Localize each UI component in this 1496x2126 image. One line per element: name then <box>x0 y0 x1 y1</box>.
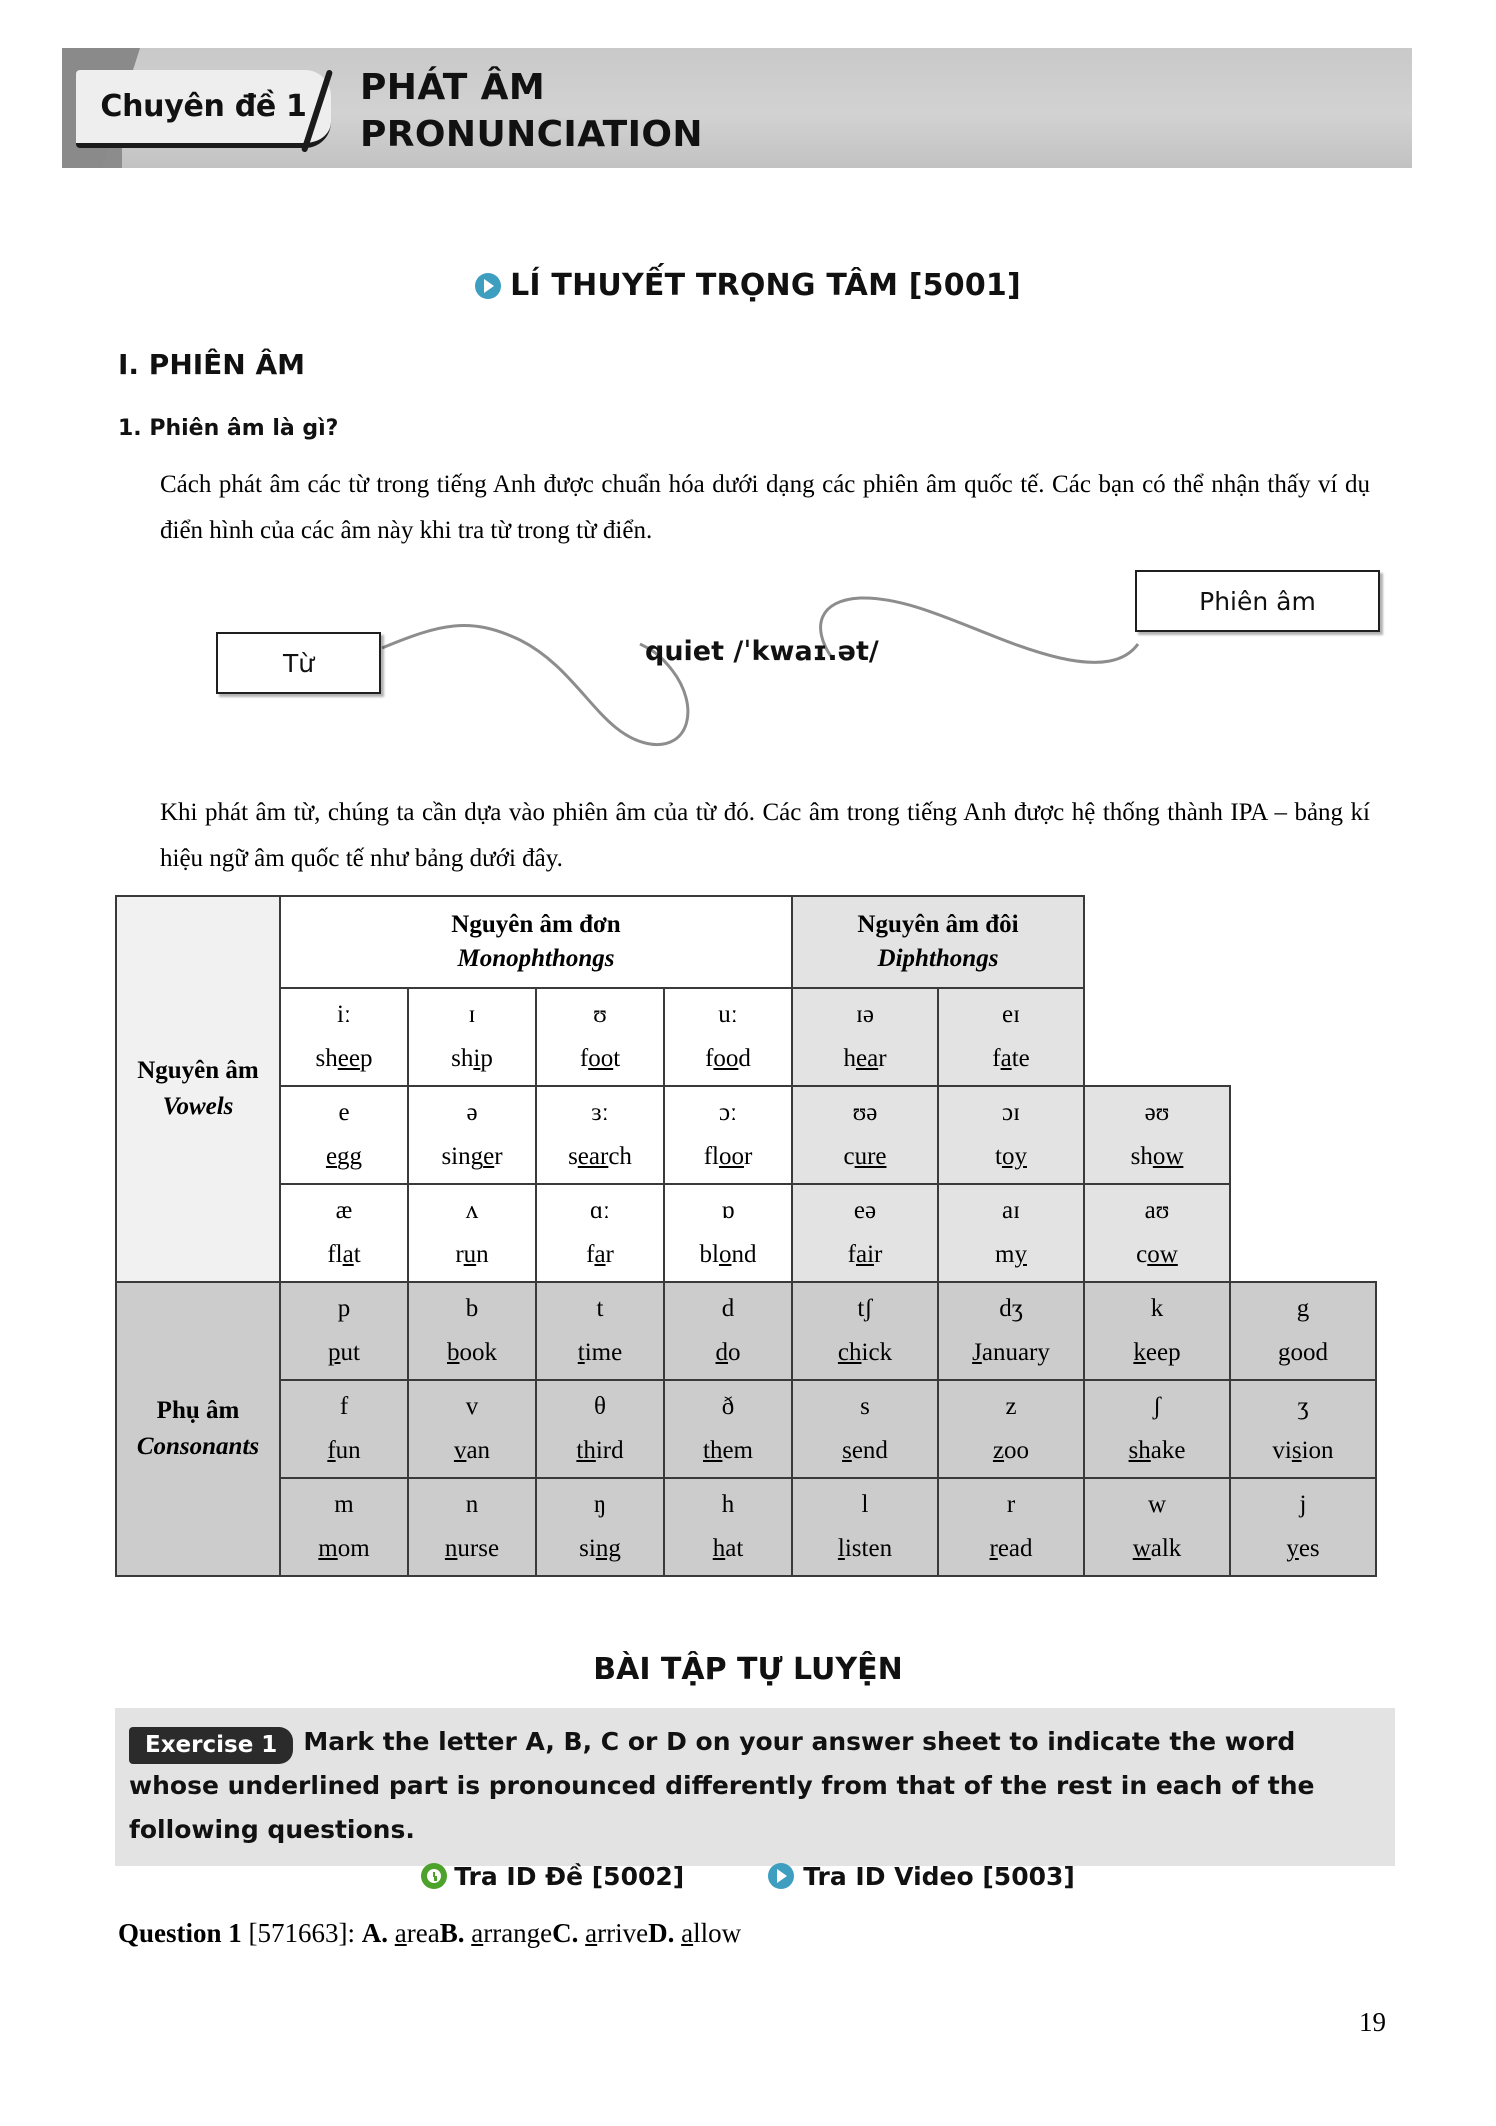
ipa-example-word: time <box>577 1339 623 1366</box>
ipa-example-word: far <box>586 1241 614 1268</box>
chapter-chip-label: Chuyên đề 1 <box>100 89 307 124</box>
question-option-word: arrange <box>471 1918 553 1948</box>
ipa-example-word: search <box>568 1143 632 1170</box>
ipa-symbol: n <box>465 1491 479 1518</box>
table-row <box>116 1380 1376 1478</box>
table-row <box>116 1282 1376 1380</box>
ipa-symbol: b <box>465 1295 479 1322</box>
group-header-diphthongs-en: Diphthongs <box>877 945 999 972</box>
ipa-example-word: my <box>995 1241 1027 1268</box>
ipa-cell <box>280 1184 408 1282</box>
ipa-example-word: hear <box>843 1045 887 1072</box>
ipa-symbol: h <box>721 1491 735 1518</box>
ipa-example-word: nurse <box>444 1535 500 1562</box>
subsection-heading-phien-am-la-gi: 1. Phiên âm là gì? <box>118 416 339 441</box>
ipa-cell <box>792 1478 938 1576</box>
question-option-letter: B. <box>439 1918 465 1948</box>
ipa-cell <box>938 988 1084 1086</box>
ipa-example-word: vision <box>1272 1437 1334 1464</box>
practice-section-title: BÀI TẬP TỰ LUYỆN <box>593 1652 903 1687</box>
ipa-example-word: blond <box>699 1241 757 1268</box>
ipa-example-word: shake <box>1128 1437 1186 1464</box>
ipa-example-word: sing <box>579 1535 621 1562</box>
table-row <box>116 1478 1376 1576</box>
ipa-cell <box>408 1086 536 1184</box>
ipa-example-word: singer <box>441 1143 503 1170</box>
ipa-symbol: j <box>1299 1491 1307 1518</box>
ipa-example-word: January <box>972 1339 1050 1366</box>
link-video-id-label: Tra ID Video [5003] <box>803 1862 1075 1891</box>
exercise-instruction-band <box>115 1708 1395 1866</box>
ipa-symbol: ð <box>721 1393 735 1420</box>
ipa-symbol: eɪ <box>1001 1001 1021 1028</box>
ipa-example-word: fun <box>327 1437 361 1464</box>
ipa-symbol: m <box>334 1491 354 1518</box>
diagram-box-transcription <box>1135 570 1380 632</box>
ipa-example-word: van <box>453 1437 491 1464</box>
table-row <box>116 1184 1376 1282</box>
ipa-cell <box>536 988 664 1086</box>
ipa-cell <box>1084 1086 1230 1184</box>
diagram-box-word <box>216 632 381 694</box>
ipa-example-word: them <box>703 1437 753 1464</box>
ipa-cell <box>408 1282 536 1380</box>
exercise-badge: Exercise 1 <box>129 1727 293 1764</box>
ipa-symbol: ɒ <box>721 1197 735 1224</box>
question-option[interactable] <box>440 1918 552 1949</box>
ipa-symbol: ɜː <box>591 1099 609 1126</box>
ipa-example-word: zoo <box>992 1437 1030 1464</box>
ipa-symbol: g <box>1296 1295 1310 1322</box>
ipa-example-word: send <box>842 1437 888 1464</box>
ipa-symbol: l <box>861 1491 869 1518</box>
ipa-cell <box>408 1380 536 1478</box>
ipa-table <box>115 895 1377 1577</box>
ipa-symbol: ɔː <box>718 1099 738 1126</box>
ipa-cell <box>1084 1282 1230 1380</box>
group-header-monophthongs <box>280 896 792 988</box>
ipa-symbol: v <box>465 1393 479 1420</box>
ipa-symbol: r <box>1006 1491 1016 1518</box>
ipa-cell <box>536 1478 664 1576</box>
table-row <box>116 988 1376 1086</box>
ipa-cell <box>280 988 408 1086</box>
ipa-example-word: floor <box>703 1143 753 1170</box>
resource-id-links <box>0 1862 1496 1891</box>
ipa-symbol: əʊ <box>1144 1099 1170 1126</box>
ipa-example-word: put <box>328 1339 360 1366</box>
ipa-example-word: good <box>1278 1339 1328 1366</box>
page-header-banner <box>62 48 1412 168</box>
ipa-symbol: ɔɪ <box>1001 1099 1021 1126</box>
ipa-symbol: ʃ <box>1152 1393 1162 1420</box>
ipa-example-word: sheep <box>315 1045 373 1072</box>
theory-section-title <box>0 268 1496 303</box>
ipa-cell <box>664 988 792 1086</box>
ipa-cell <box>280 1282 408 1380</box>
question-option[interactable] <box>552 1918 648 1949</box>
ipa-example-word: read <box>989 1535 1033 1562</box>
ipa-cell <box>280 1380 408 1478</box>
ipa-symbol: d <box>721 1295 735 1322</box>
ipa-cell <box>280 1086 408 1184</box>
ipa-symbol: iː <box>337 1001 351 1028</box>
ipa-example-word: book <box>447 1339 497 1366</box>
ipa-cell <box>792 1380 938 1478</box>
row-label-consonants-en: Consonants <box>136 1433 260 1460</box>
ipa-symbol: z <box>1005 1393 1017 1420</box>
ipa-example-word: cure <box>843 1143 887 1170</box>
ipa-cell <box>536 1282 664 1380</box>
question-option[interactable] <box>362 1918 440 1949</box>
ipa-symbol: ɪ <box>468 1001 476 1028</box>
row-label-consonants-vi: Phụ âm <box>156 1397 240 1424</box>
ipa-example-word: yes <box>1286 1535 1320 1562</box>
ipa-example-word: food <box>705 1045 751 1072</box>
row-label-vowels <box>116 896 280 1282</box>
ipa-symbol: k <box>1150 1295 1164 1322</box>
question-option-word: area <box>394 1918 440 1948</box>
play-circle-icon <box>475 273 501 299</box>
ipa-cell <box>1230 1380 1376 1478</box>
ipa-symbol: p <box>337 1295 351 1322</box>
link-exam-id-label: Tra ID Đề [5002] <box>454 1862 685 1891</box>
table-spacer-cell <box>1084 988 1230 1086</box>
ipa-symbol: θ <box>594 1393 606 1420</box>
ipa-cell <box>1084 1184 1230 1282</box>
ipa-example-word: foot <box>579 1045 621 1072</box>
ipa-example-word: egg <box>325 1143 363 1170</box>
table-header-row <box>116 896 1376 988</box>
diagram-example-word: quiet /ˈkwaɪ.ət/ <box>645 636 879 667</box>
row-label-vowels-vi: Nguyên âm <box>137 1057 259 1084</box>
ipa-example-word: fair <box>847 1241 883 1268</box>
question-row <box>118 1918 1398 1949</box>
ipa-cell <box>408 1478 536 1576</box>
ipa-cell <box>1084 1478 1230 1576</box>
group-header-diphthongs <box>792 896 1084 988</box>
page-number: 19 <box>1359 2007 1386 2037</box>
group-header-diphthongs-vi: Nguyên âm đôi <box>857 911 1019 938</box>
ipa-symbol: tʃ <box>857 1295 873 1322</box>
ipa-cell <box>408 1184 536 1282</box>
paragraph-definition: Cách phát âm các từ trong tiếng Anh được chuẩn hóa dưới dạng các phiên âm quốc tế. Các bạn có thể nhận thấy ví dụ điển hình của các âm này khi tra từ trong từ điển. <box>160 471 1370 544</box>
ipa-cell <box>1230 1478 1376 1576</box>
table-spacer-cell <box>1084 896 1376 988</box>
ipa-example-word: hat <box>712 1535 744 1562</box>
ipa-example-word: toy <box>995 1143 1027 1170</box>
question-option-letter: D. <box>648 1918 675 1948</box>
diagram-box-transcription-label: Phiên âm <box>1199 586 1316 616</box>
link-exam-id[interactable] <box>421 1862 684 1891</box>
ipa-cell <box>1230 1282 1376 1380</box>
ipa-cell <box>664 1184 792 1282</box>
clock-icon <box>421 1863 447 1889</box>
exercise-instruction-text: Mark the letter A, B, C or D on your answer sheet to indicate the word whose underlined part is pronounced differently from that of the rest in each of the following questions. <box>129 1727 1315 1844</box>
ipa-symbol: ɪə <box>855 1001 875 1028</box>
ipa-example-word: walk <box>1132 1535 1182 1562</box>
ipa-symbol: e <box>338 1099 350 1126</box>
ipa-cell <box>938 1380 1084 1478</box>
ipa-example-word: keep <box>1133 1339 1181 1366</box>
ipa-cell <box>792 1086 938 1184</box>
play-circle-icon <box>768 1863 794 1889</box>
ipa-symbol: aɪ <box>1001 1197 1021 1224</box>
ipa-cell <box>408 988 536 1086</box>
ipa-symbol: ʌ <box>465 1197 479 1224</box>
question-option[interactable] <box>648 1918 741 1949</box>
ipa-symbol: ə <box>466 1099 478 1126</box>
ipa-example-word: show <box>1130 1143 1184 1170</box>
section-heading-phien-am: I. PHIÊN ÂM <box>118 348 306 381</box>
page-title <box>360 64 703 158</box>
group-header-monophthongs-en: Monophthongs <box>457 945 615 972</box>
ipa-cell <box>664 1380 792 1478</box>
ipa-symbol: aʊ <box>1144 1197 1170 1224</box>
ipa-cell <box>938 1184 1084 1282</box>
ipa-cell <box>664 1282 792 1380</box>
ipa-example-word: mom <box>318 1535 370 1562</box>
ipa-cell <box>938 1478 1084 1576</box>
ipa-cell <box>664 1478 792 1576</box>
ipa-cell <box>938 1282 1084 1380</box>
theory-section-title-text: LÍ THUYẾT TRỌNG TÂM [5001] <box>510 268 1021 303</box>
ipa-symbol: æ <box>335 1197 353 1224</box>
question-id: [571663]: <box>248 1918 356 1948</box>
ipa-example-word: flat <box>327 1241 361 1268</box>
ipa-cell <box>536 1086 664 1184</box>
question-option-word: allow <box>681 1918 742 1948</box>
question-option-word: arrive <box>585 1918 649 1948</box>
ipa-cell <box>536 1380 664 1478</box>
question-label: Question 1 <box>118 1918 242 1948</box>
ipa-cell <box>792 1184 938 1282</box>
ipa-example-word: do <box>715 1339 741 1366</box>
ipa-symbol: w <box>1147 1491 1167 1518</box>
chapter-chip <box>76 70 331 148</box>
row-label-consonants <box>116 1282 280 1576</box>
ipa-symbol: f <box>339 1393 349 1420</box>
ipa-symbol: t <box>596 1295 604 1322</box>
ipa-cell <box>792 1282 938 1380</box>
ipa-cell <box>938 1086 1084 1184</box>
ipa-example-word: third <box>576 1437 624 1464</box>
ipa-symbol: s <box>860 1393 870 1420</box>
question-option-letter: A. <box>361 1918 389 1948</box>
ipa-symbol: ʒ <box>1297 1393 1309 1420</box>
ipa-symbol: dʒ <box>999 1295 1023 1322</box>
ipa-cell <box>1084 1380 1230 1478</box>
ipa-example-word: ship <box>451 1045 493 1072</box>
ipa-symbol: ŋ <box>593 1491 607 1518</box>
ipa-symbol: ʊ <box>593 1001 607 1028</box>
ipa-symbol: uː <box>718 1001 738 1028</box>
ipa-cell <box>664 1086 792 1184</box>
ipa-example-word: fate <box>992 1045 1030 1072</box>
page-title-vi: PHÁT ÂM <box>360 67 546 108</box>
ipa-example-word: cow <box>1136 1241 1178 1268</box>
word-transcription-diagram <box>160 586 1375 761</box>
ipa-cell <box>792 988 938 1086</box>
link-video-id[interactable] <box>768 1862 1075 1891</box>
ipa-symbol: ʊə <box>852 1099 878 1126</box>
ipa-example-word: run <box>455 1241 489 1268</box>
ipa-example-word: listen <box>837 1535 893 1562</box>
paragraph-ipa-intro: Khi phát âm từ, chúng ta cần dựa vào phiên âm của từ đó. Các âm trong tiếng Anh được hệ thống thành IPA – bảng kí hiệu ngữ âm quốc tế như bảng dưới đây. <box>160 799 1370 872</box>
ipa-cell <box>280 1478 408 1576</box>
row-label-vowels-en: Vowels <box>162 1093 234 1120</box>
ipa-symbol: ɑː <box>589 1197 611 1224</box>
page-title-en: PRONUNCIATION <box>360 114 703 155</box>
ipa-example-word: chick <box>837 1339 893 1366</box>
question-options <box>362 1918 741 1948</box>
group-header-monophthongs-vi: Nguyên âm đơn <box>451 911 621 938</box>
question-option-letter: C. <box>552 1918 579 1948</box>
ipa-cell <box>536 1184 664 1282</box>
table-row <box>116 1086 1376 1184</box>
ipa-symbol: eə <box>853 1197 877 1224</box>
diagram-box-word-label: Từ <box>282 648 315 678</box>
